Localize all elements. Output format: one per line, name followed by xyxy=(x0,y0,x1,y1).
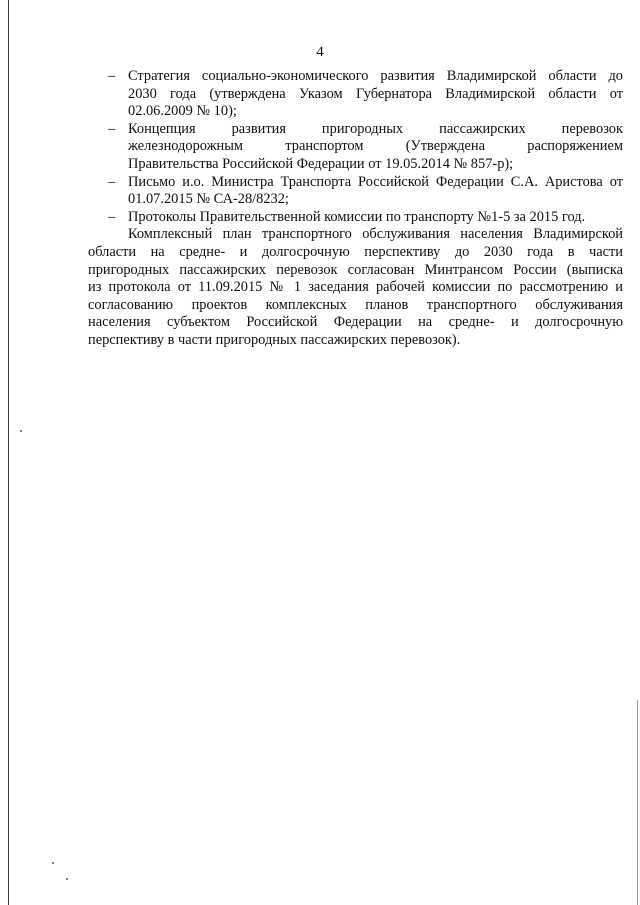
line-text: области на средне- и долгосрочную перспективу до 2030 года в части xyxy=(88,243,623,260)
list-dash: – xyxy=(108,208,116,225)
list-dash: – xyxy=(108,173,116,190)
line-text: пригородных пассажирских перевозок согласован Минтрансом России (выписка xyxy=(88,261,623,278)
text-line xyxy=(88,226,623,244)
line-text: 02.06.2009 № 10); xyxy=(128,103,237,120)
line-text: населения субъектом Российской Федерации на средне- и долгосрочную xyxy=(88,314,623,331)
line-text: 2030 года (утверждена Указом Губернатора Владимирской области от xyxy=(128,85,623,102)
text-line xyxy=(88,332,623,350)
list-item xyxy=(88,174,623,209)
line-text: Комплексный план транспортного обслуживания населения Владимирской xyxy=(128,226,623,243)
page-number: 4 xyxy=(316,44,324,60)
line-text: 01.07.2015 № СА-28/8232; xyxy=(128,191,289,208)
scan-speck xyxy=(52,862,54,864)
line-text: Письмо и.о. Министра Транспорта Российской Федерации С.А. Аристова от xyxy=(128,173,623,190)
line-text: согласованию проектов комплексных планов транспортного обслуживания xyxy=(88,296,623,313)
text-line xyxy=(128,86,623,104)
line-text: перспективу в части пригородных пассажирских перевозок). xyxy=(88,331,461,348)
text-line xyxy=(128,174,623,192)
text-line xyxy=(128,121,623,139)
list-item xyxy=(88,209,623,227)
scan-speck xyxy=(66,878,68,880)
document-body xyxy=(88,68,623,350)
line-text: железнодорожным транспортом (Утверждена распоряжением xyxy=(128,138,623,155)
text-line xyxy=(128,209,623,227)
list-dash: – xyxy=(108,120,116,137)
list-item xyxy=(88,68,623,121)
line-text: Правительства Российской Федерации от 19.05.2014 № 857-р); xyxy=(128,155,514,172)
line-text: Протоколы Правительственной комиссии по транспорту №1-5 за 2015 год. xyxy=(128,208,586,225)
text-line xyxy=(88,279,623,297)
line-text: Стратегия социально-экономического развития Владимирской области до xyxy=(128,68,623,84)
line-text: Концепция развития пригородных пассажирских перевозок xyxy=(128,120,623,137)
line-text: из протокола от 11.09.2015 № 1 заседания рабочей комиссии по рассмотрению и xyxy=(88,279,623,296)
scan-edge-line-left xyxy=(8,0,9,905)
scan-edge-line-right xyxy=(637,700,638,905)
scan-speck xyxy=(20,430,22,432)
text-line xyxy=(88,244,623,262)
body-paragraph xyxy=(88,226,623,349)
text-line xyxy=(128,103,623,121)
text-line xyxy=(128,68,623,86)
text-line xyxy=(128,156,623,174)
text-line xyxy=(128,191,623,209)
list-item xyxy=(88,121,623,174)
text-line xyxy=(88,314,623,332)
list-dash: – xyxy=(108,68,116,84)
text-line xyxy=(88,262,623,280)
text-line xyxy=(88,297,623,315)
text-line xyxy=(128,138,623,156)
